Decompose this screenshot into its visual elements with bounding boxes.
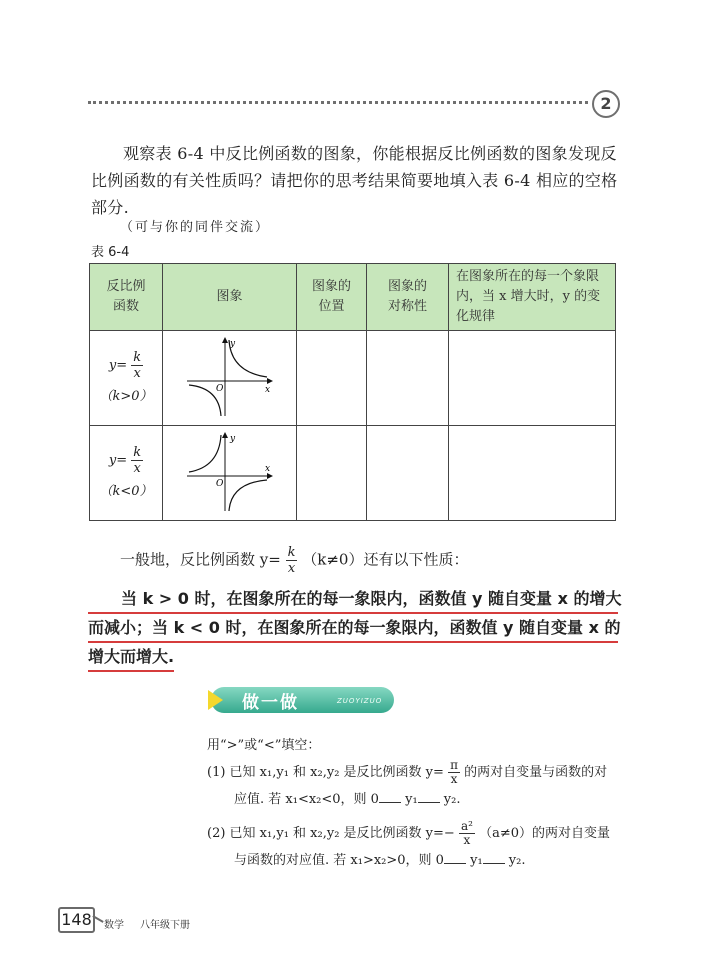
function-cell [90,426,163,521]
footer-grade: 八年级下册 [140,920,190,931]
play-arrow-icon [208,690,223,710]
header-symmetry: 图象的对称性 [367,264,449,331]
graph-cell [163,426,297,521]
variation-cell [449,331,616,426]
x-axis-label: x [264,384,270,395]
table-row [90,331,616,426]
position-cell [297,426,367,521]
intro-paragraph [91,140,621,221]
hyperbola-branch-q2 [189,435,221,472]
function-condition: （k>0） [99,388,153,404]
function-formula: y= $\frac{k}{x}$ [108,349,142,381]
y-axis-arrow [222,337,228,343]
table-row [90,426,616,521]
property-line-3: 增大而增大. [88,643,174,672]
header-graph: 图象 [163,264,297,331]
intro-note: （可与你的同伴交流） [120,220,271,235]
answer-blank[interactable] [444,863,466,864]
origin-label: O [215,478,223,489]
fraction: $\frac{\pi}{x}$ [450,758,458,786]
fraction: $\frac{\text{a²}}{x}$ [460,819,473,847]
function-formula: y= $\frac{k}{x}$ [108,444,142,476]
header-variation: 在图象所在的每一个象限内，当 x 增大时，y 的变化规律 [449,264,616,331]
property-line-1: 当 k > 0 时，在图象所在的每一象限内，函数值 y 随自变量 x 的增大 [88,585,618,614]
exercise-1-line-1: (1) 已知 x₁,y₁ 和 x₂,y₂ 是反比例函数 y= $\frac{\pi}{x}$ 的两对自变量与函数的对 [207,758,608,786]
function-condition: （k<0） [99,483,153,499]
hyperbola-graph-k-positive [185,334,275,419]
answer-blank[interactable] [379,802,401,803]
general-statement: 一般地，反比例函数 y= $\frac{k}{x}$ （k≠0）还有以下性质： [120,545,469,576]
fraction: $\frac{k}{x}$ [133,349,142,381]
page-number: 148 [58,907,95,933]
chapter-badge: 2 [592,90,620,118]
function-table [89,263,616,521]
activity-pinyin: ZUOYIZUO [337,697,383,705]
variation-cell [449,426,616,521]
function-cell [90,331,163,426]
exercise-2-line-1: (2) 已知 x₁,y₁ 和 x₂,y₂ 是反比例函数 y=− $\frac{\text{a²}}{x}$ （a≠0）的两对自变量 [207,819,610,847]
exercise-intro: 用“>”或“<”填空： [207,738,321,753]
y-axis-label: y [229,338,235,349]
header-dotted-rule [88,101,588,104]
origin-label: O [215,383,223,394]
fraction: $\frac{k}{x}$ [287,545,296,576]
intro-text: 观察表 6-4 中反比例函数的图象，你能根据反比例函数的图象发现反比例函数的有关性质吗？请把你的思考结果简要地填入表 6-4 相应的空格部分. [91,144,618,217]
activity-title: 做一做 [242,693,299,713]
property-line-2: 而减小；当 k < 0 时，在图象所在的每一象限内，函数值 y 随自变量 x 的 [88,614,618,643]
symmetry-cell [367,426,449,521]
x-axis-label: x [264,463,270,474]
y-axis-label: y [229,433,235,444]
graph-cell [163,331,297,426]
exercise-1-line-2: 应值. 若 x₁<x₂<0，则 0 y₁ y₂. [234,792,461,807]
x-axis-arrow [267,378,273,384]
hyperbola-branch-q4 [229,480,267,511]
property-statement [88,585,622,672]
y-axis-arrow [222,432,228,438]
footer-subject: 数学 [104,920,124,931]
exercise-2-line-2: 与函数的对应值. 若 x₁>x₂>0，则 0 y₁ y₂. [234,853,526,868]
answer-blank[interactable] [418,802,440,803]
answer-blank[interactable] [483,863,505,864]
symmetry-cell [367,331,449,426]
hyperbola-graph-k-negative [185,429,275,514]
header-function: 反比例函数 [90,264,163,331]
position-cell [297,331,367,426]
table-header-row [90,264,616,331]
header-position: 图象的位置 [297,264,367,331]
table-caption: 表 6-4 [91,245,130,260]
fraction: $\frac{k}{x}$ [133,444,142,476]
